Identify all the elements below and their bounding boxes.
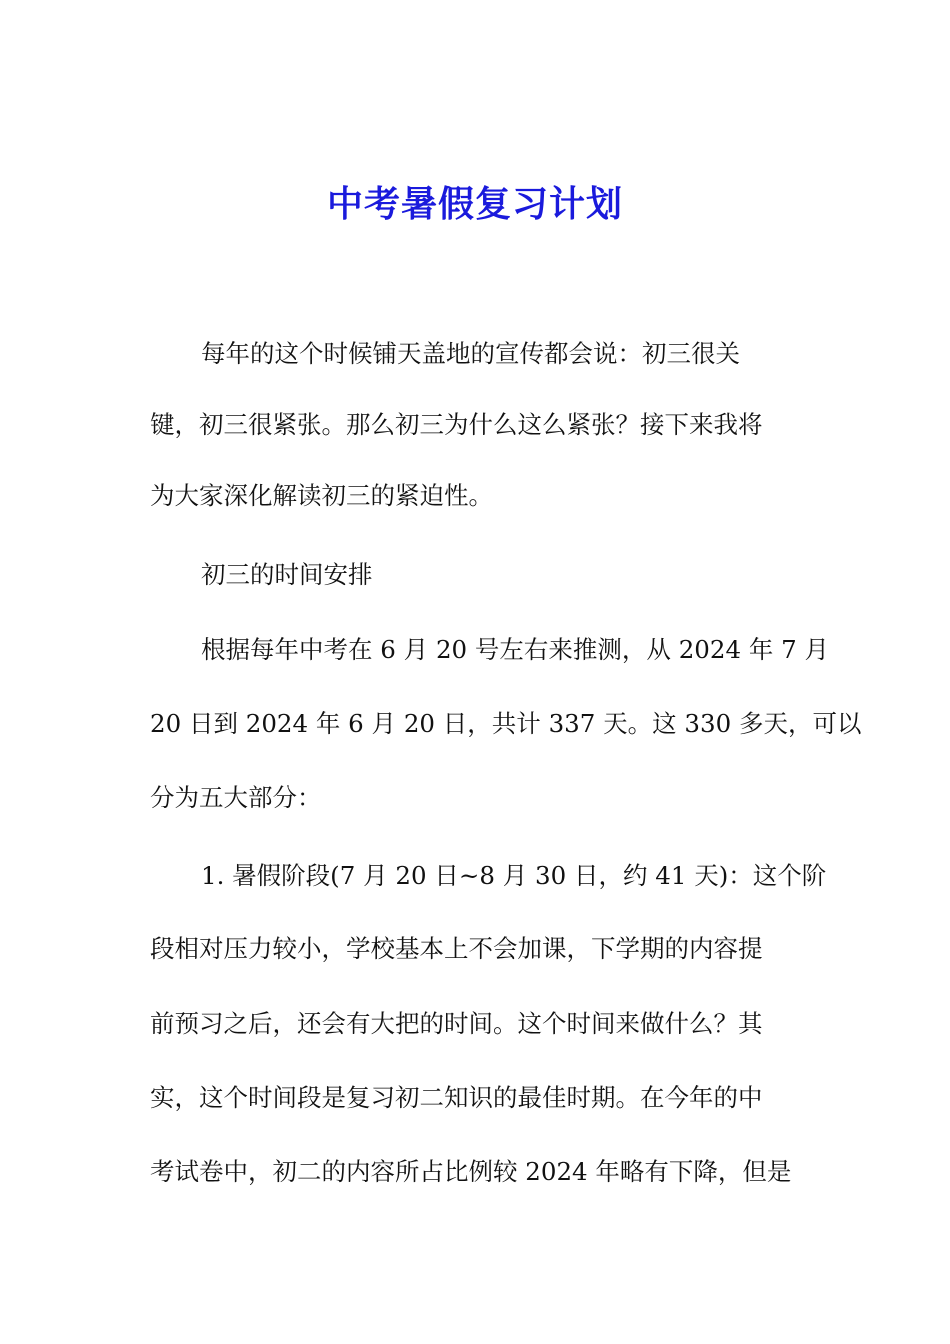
paragraph-line: 根据每年中考在 6 月 20 号左右来推测，从 2024 年 7 月	[201, 635, 830, 664]
document-title: 中考暑假复习计划	[326, 183, 623, 225]
paragraph-line: 分为五大部分：	[150, 783, 322, 812]
section-heading: 初三的时间安排	[201, 560, 373, 589]
paragraph-line: 段相对压力较小，学校基本上不会加课，下学期的内容提	[150, 934, 763, 963]
paragraph-line: 考试卷中，初二的内容所占比例较 2024 年略有下降，但是	[150, 1157, 792, 1186]
paragraph-line: 1. 暑假阶段(7 月 20 日~8 月 30 日，约 41 天)：这个阶	[201, 861, 827, 890]
paragraph-line: 20 日到 2024 年 6 月 20 日，共计 337 天。这 330 多天，可以	[150, 709, 862, 738]
paragraph-line: 键，初三很紧张。那么初三为什么这么紧张？接下来我将	[150, 410, 763, 439]
paragraph-line: 前预习之后，还会有大把的时间。这个时间来做什么？其	[150, 1009, 763, 1038]
paragraph-line: 实，这个时间段是复习初二知识的最佳时期。在今年的中	[150, 1083, 763, 1112]
paragraph-line: 每年的这个时候铺天盖地的宣传都会说：初三很关	[201, 339, 740, 368]
paragraph-line: 为大家深化解读初三的紧迫性。	[150, 481, 493, 510]
